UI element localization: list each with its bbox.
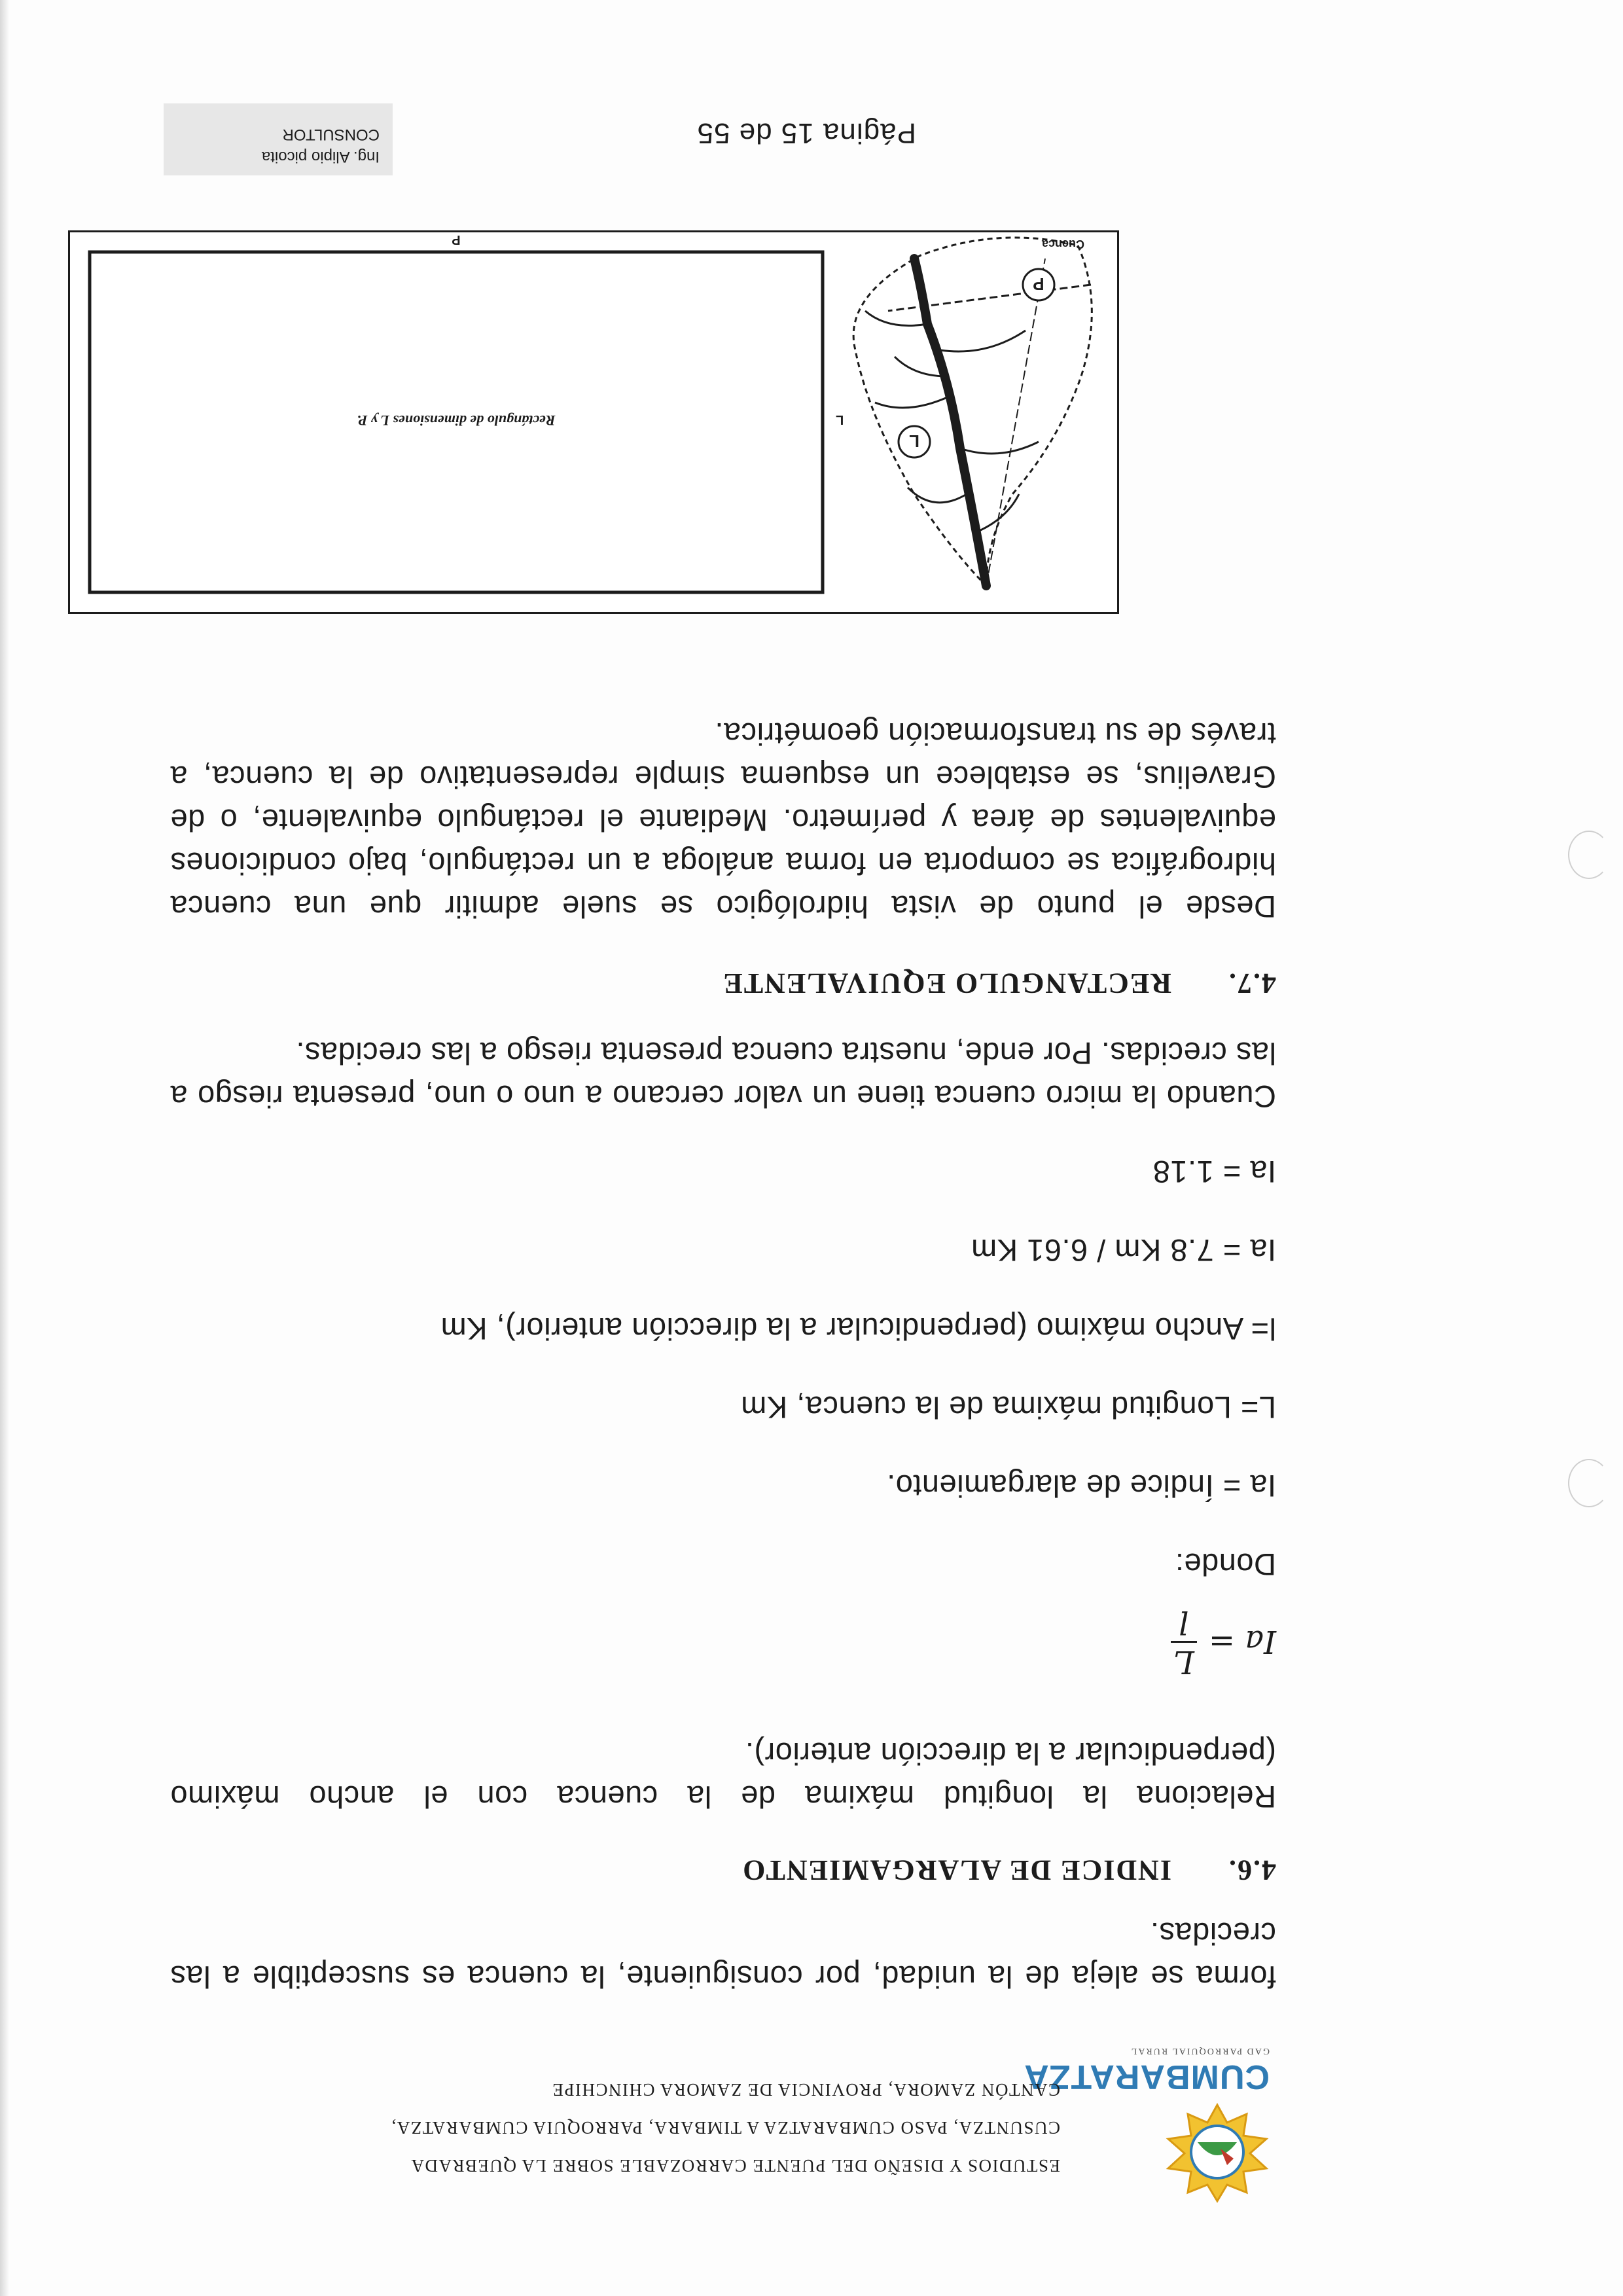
definition-line: Ia = 1.18 xyxy=(1152,1155,1276,1189)
section-number: 4.6. xyxy=(1228,1854,1276,1886)
side-p-label: P xyxy=(452,232,461,247)
basin-label: Cuenca xyxy=(1041,238,1084,251)
header-line: CUSUNTZA, PASO CUMBARATZA A TIMBARA, PARROQUIA CUMBARATZA, xyxy=(391,2118,1060,2138)
section-heading-4-6 xyxy=(741,1854,1276,1887)
basin-diagram xyxy=(70,232,1117,612)
header-line: CANTÓN ZAMORA, PROVINCIA DE ZAMORA CHINCHIPE xyxy=(551,2080,1060,2100)
conclusion-paragraph: Cuando la micro cuenca tiene un valor cercano a uno o uno, presenta riesgo a las crecidas. Por ende, nuestra cuenca presenta riesgo a las crecidas. xyxy=(170,1036,1276,1114)
marker-p-label: P xyxy=(1033,274,1044,294)
rectangle-caption: Rectángulo de dimensiones L y P. xyxy=(357,412,556,429)
definition-line: l= Ancho máximo (perpendicular a la dirección anterior), Km xyxy=(440,1312,1276,1346)
equivalent-rectangle-figure xyxy=(68,230,1119,614)
formula-fraction xyxy=(1171,1603,1197,1681)
brand-name: CUMBARATZA xyxy=(1024,2058,1270,2096)
section-paragraph: Relaciona la longitud máxima de la cuenca con el ancho máximo (perpendicular a la dirección anterior). xyxy=(170,1736,1276,1814)
intro-paragraph: forma se aleja de la unidad, por consiguiente, la cuenca es susceptible a las crecidas. xyxy=(170,1916,1276,1994)
scan-edge-shadow xyxy=(0,0,9,2296)
donde-label: Donde: xyxy=(1175,1547,1276,1582)
formula-denominator: l xyxy=(1179,1604,1189,1640)
section-number: 4.7. xyxy=(1228,967,1276,999)
section-title: INDICE DE ALARGAMIENTO xyxy=(741,1854,1171,1886)
project-header xyxy=(131,2071,1060,2185)
brand-subtitle: GAD PARROQUIAL RURAL xyxy=(1130,2046,1270,2056)
definition-line: Ia = Índice de alargamiento. xyxy=(886,1469,1276,1503)
parish-seal-icon xyxy=(1152,2100,1283,2204)
page-number: Página 15 de 55 xyxy=(696,117,916,149)
side-l-label: L xyxy=(836,412,844,427)
section-paragraph: Desde el punto de vista hidrológico se suele admitir que una cuenca hidrográfica se comporta en forma análoga a un rectángulo, bajo condiciones equivalentes de área y perímetro. Mediante el rectángulo equivalente, o de Gravelius, se establece un esquema simple representativo de la cuenca, a través de su transformación geométrica. xyxy=(170,717,1276,924)
stamp-name: Ing. Alipio picoita xyxy=(261,148,380,166)
formula-ia xyxy=(1171,1603,1276,1681)
formula-lhs: Ia = xyxy=(1208,1623,1276,1660)
stamp-role: CONSULTOR xyxy=(282,126,380,143)
definition-line: Ia = 7.8 Km / 6.61 Km xyxy=(971,1233,1276,1268)
consultant-stamp xyxy=(164,103,393,175)
punch-hole-mark xyxy=(1568,1459,1610,1507)
fraction-bar xyxy=(1171,1641,1197,1643)
marker-l-label: L xyxy=(909,431,919,451)
punch-hole-mark xyxy=(1568,831,1610,879)
section-title: RECTANGULO EQUIVALENTE xyxy=(722,967,1171,999)
definition-line: L= Longitud máxima de la cuenca, Km xyxy=(740,1390,1276,1425)
header-line: ESTUDIOS Y DISEÑO DEL PUENTE CARROZABLE SOBRE LA QUEBRADA xyxy=(410,2156,1060,2176)
formula-numerator: L xyxy=(1173,1643,1194,1680)
section-heading-4-7 xyxy=(722,967,1276,1000)
